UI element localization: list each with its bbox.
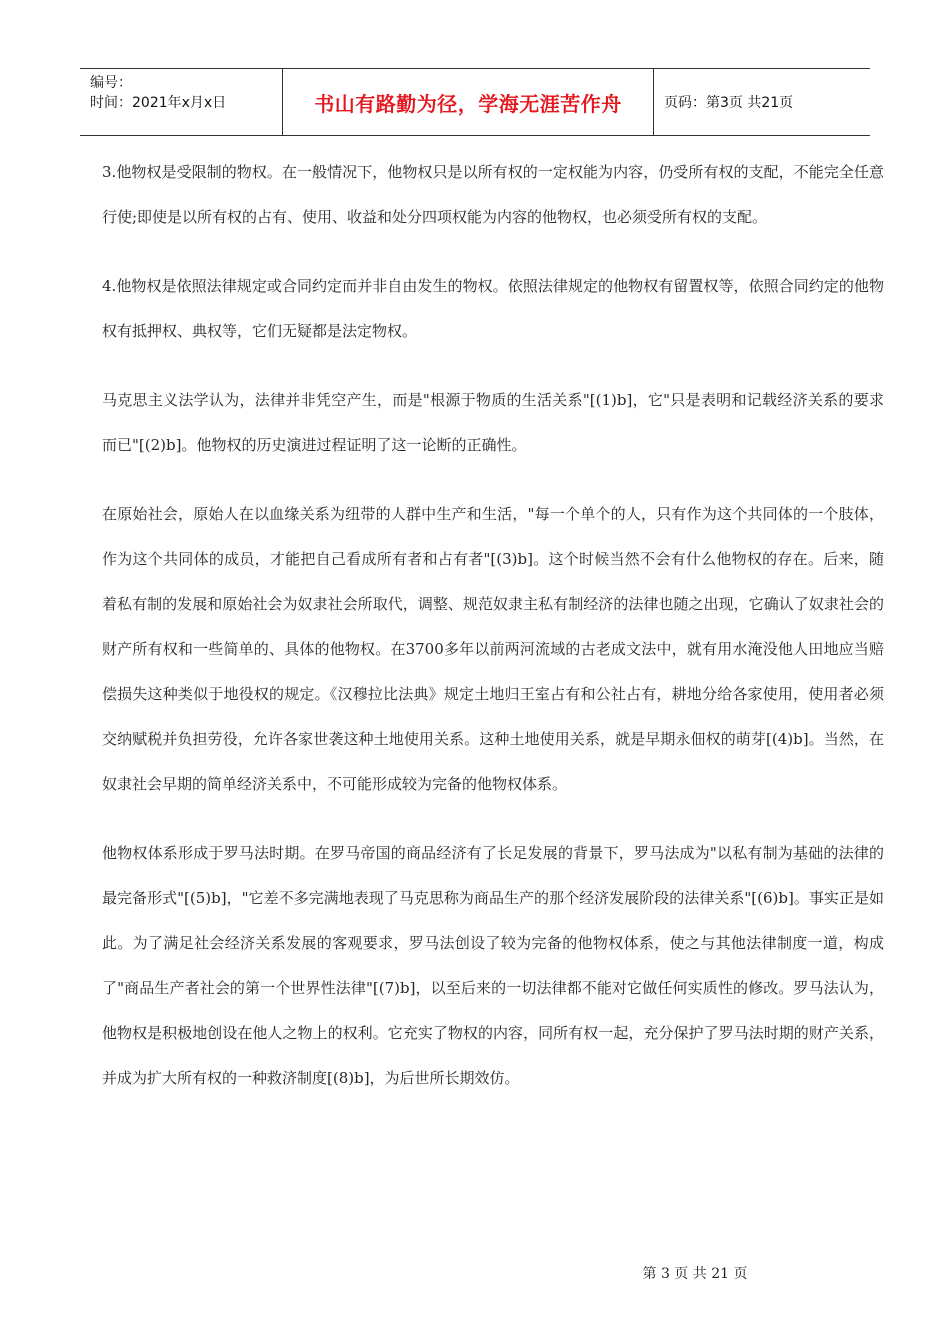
- paragraph-5: 他物权体系形成于罗马法时期。在罗马帝国的商品经济有了长足发展的背景下，罗马法成为"以私有制为基础的法律的最完备形式"[(5)b]，"它差不多完满地表现了马克思称为商品生产的那个经济发展阶段的法律关系"[(6)b]。事实正是如此。为了满足社会经济关系发展的客观要求，罗马法创设了较为完备的他物权体系，使之与其他法律制度一道，构成了"商品生产者社会的第一个世界性法律"[(7)b]，以至后来的一切法律都不能对它做任何实质性的修改。罗马法认为，他物权是积极地创设在他人之物上的权利。它充实了物权的内容，同所有权一起，充分保护了罗马法时期的财产关系，并成为扩大所有权的一种救济制度[(8)b]，为后世所长期效仿。: [102, 844, 884, 1087]
- document-body: [102, 150, 884, 1101]
- header-page-cell: [654, 69, 870, 135]
- page-footer: 第 3 页 共 21 页: [642, 1266, 748, 1282]
- paragraph-2: 4.他物权是依照法律规定或合同约定而并非自由发生的物权。依照法律规定的他物权有留置权等，依照合同约定的他物权有抵押权、典权等，它们无疑都是法定物权。: [102, 277, 884, 340]
- header-meta-cell: [80, 69, 282, 135]
- time-label: 时间：2021年x月x日: [90, 95, 227, 111]
- header-motto-cell: [282, 69, 654, 135]
- page-code: 页码：第3页 共21页: [664, 95, 794, 111]
- paragraph-1: 3.他物权是受限制的物权。在一般情况下，他物权只是以所有权的一定权能为内容，仍受所有权的支配，不能完全任意行使;即使是以所有权的占有、使用、收益和处分四项权能为内容的他物权，也必须受所有权的支配。: [102, 163, 884, 226]
- paragraph-3: 马克思主义法学认为，法律并非凭空产生，而是"根源于物质的生活关系"[(1)b]，它"只是表明和记载经济关系的要求而已"[(2)b]。他物权的历史演进过程证明了这一论断的正确性。: [102, 391, 884, 454]
- document-header: [80, 68, 870, 136]
- serial-label: 编号：: [90, 75, 132, 91]
- motto-text: 书山有路勤为径，学海无涯苦作舟: [314, 91, 622, 116]
- paragraph-4: 在原始社会，原始人在以血缘关系为纽带的人群中生产和生活，"每一个单个的人，只有作为这个共同体的一个肢体，作为这个共同体的成员，才能把自己看成所有者和占有者"[(3)b]。这个时候当然不会有什么他物权的存在。后来，随着私有制的发展和原始社会为奴隶社会所取代，调整、规范奴隶主私有制经济的法律也随之出现，它确认了奴隶社会的财产所有权和一些简单的、具体的他物权。在3700多年以前两河流域的古老成文法中，就有用水淹没他人田地应当赔偿损失这种类似于地役权的规定。《汉穆拉比法典》规定土地归王室占有和公社占有，耕地分给各家使用，使用者必须交纳赋税并负担劳役，允许各家世袭这种土地使用关系。这种土地使用关系，就是早期永佃权的萌芽[(4)b]。当然，在奴隶社会早期的简单经济关系中，不可能形成较为完备的他物权体系。: [102, 505, 884, 793]
